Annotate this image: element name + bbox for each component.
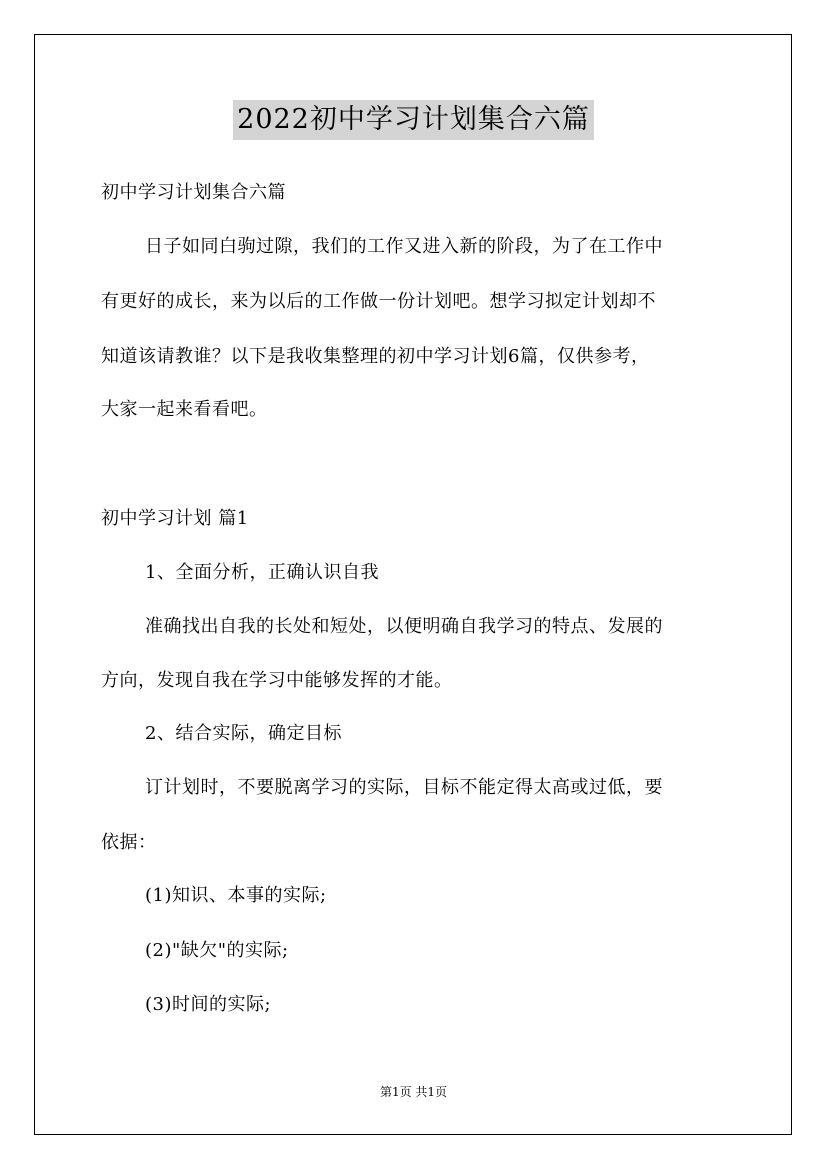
- item-2-line-2: 依据：: [101, 832, 157, 853]
- item-2-title: 2、结合实际，确定目标: [145, 723, 342, 744]
- sub-item-2: (2)"缺欠"的实际;: [145, 940, 289, 961]
- intro-line-4: 大家一起来看看吧。: [101, 399, 268, 420]
- item-1-title: 1、全面分析，正确认识自我: [145, 562, 379, 583]
- intro-line-1: 日子如同白驹过隙，我们的工作又进入新的阶段，为了在工作中: [145, 236, 663, 257]
- section-heading: 初中学习计划 篇1: [101, 508, 249, 529]
- page-footer: 第1页 共1页: [379, 1085, 448, 1099]
- item-1-line-2: 方向，发现自我在学习中能够发挥的才能。: [101, 670, 453, 691]
- intro-line-2: 有更好的成长，来为以后的工作做一份计划吧。想学习拟定计划却不: [101, 291, 656, 312]
- sub-item-1: (1)知识、本事的实际;: [145, 885, 327, 906]
- intro-line-3: 知道该请教谁？以下是我收集整理的初中学习计划6篇，仅供参考，: [101, 346, 650, 367]
- item-2-line-1: 订计划时，不要脱离学习的实际，目标不能定得太高或过低，要: [145, 777, 663, 798]
- sub-item-3: (3)时间的实际;: [145, 994, 272, 1015]
- document-title: 2022初中学习计划集合六篇: [233, 100, 594, 140]
- document-subtitle: 初中学习计划集合六篇: [101, 182, 286, 203]
- title-container: [0, 100, 827, 140]
- item-1-line-1: 准确找出自我的长处和短处，以便明确自我学习的特点、发展的: [145, 616, 663, 637]
